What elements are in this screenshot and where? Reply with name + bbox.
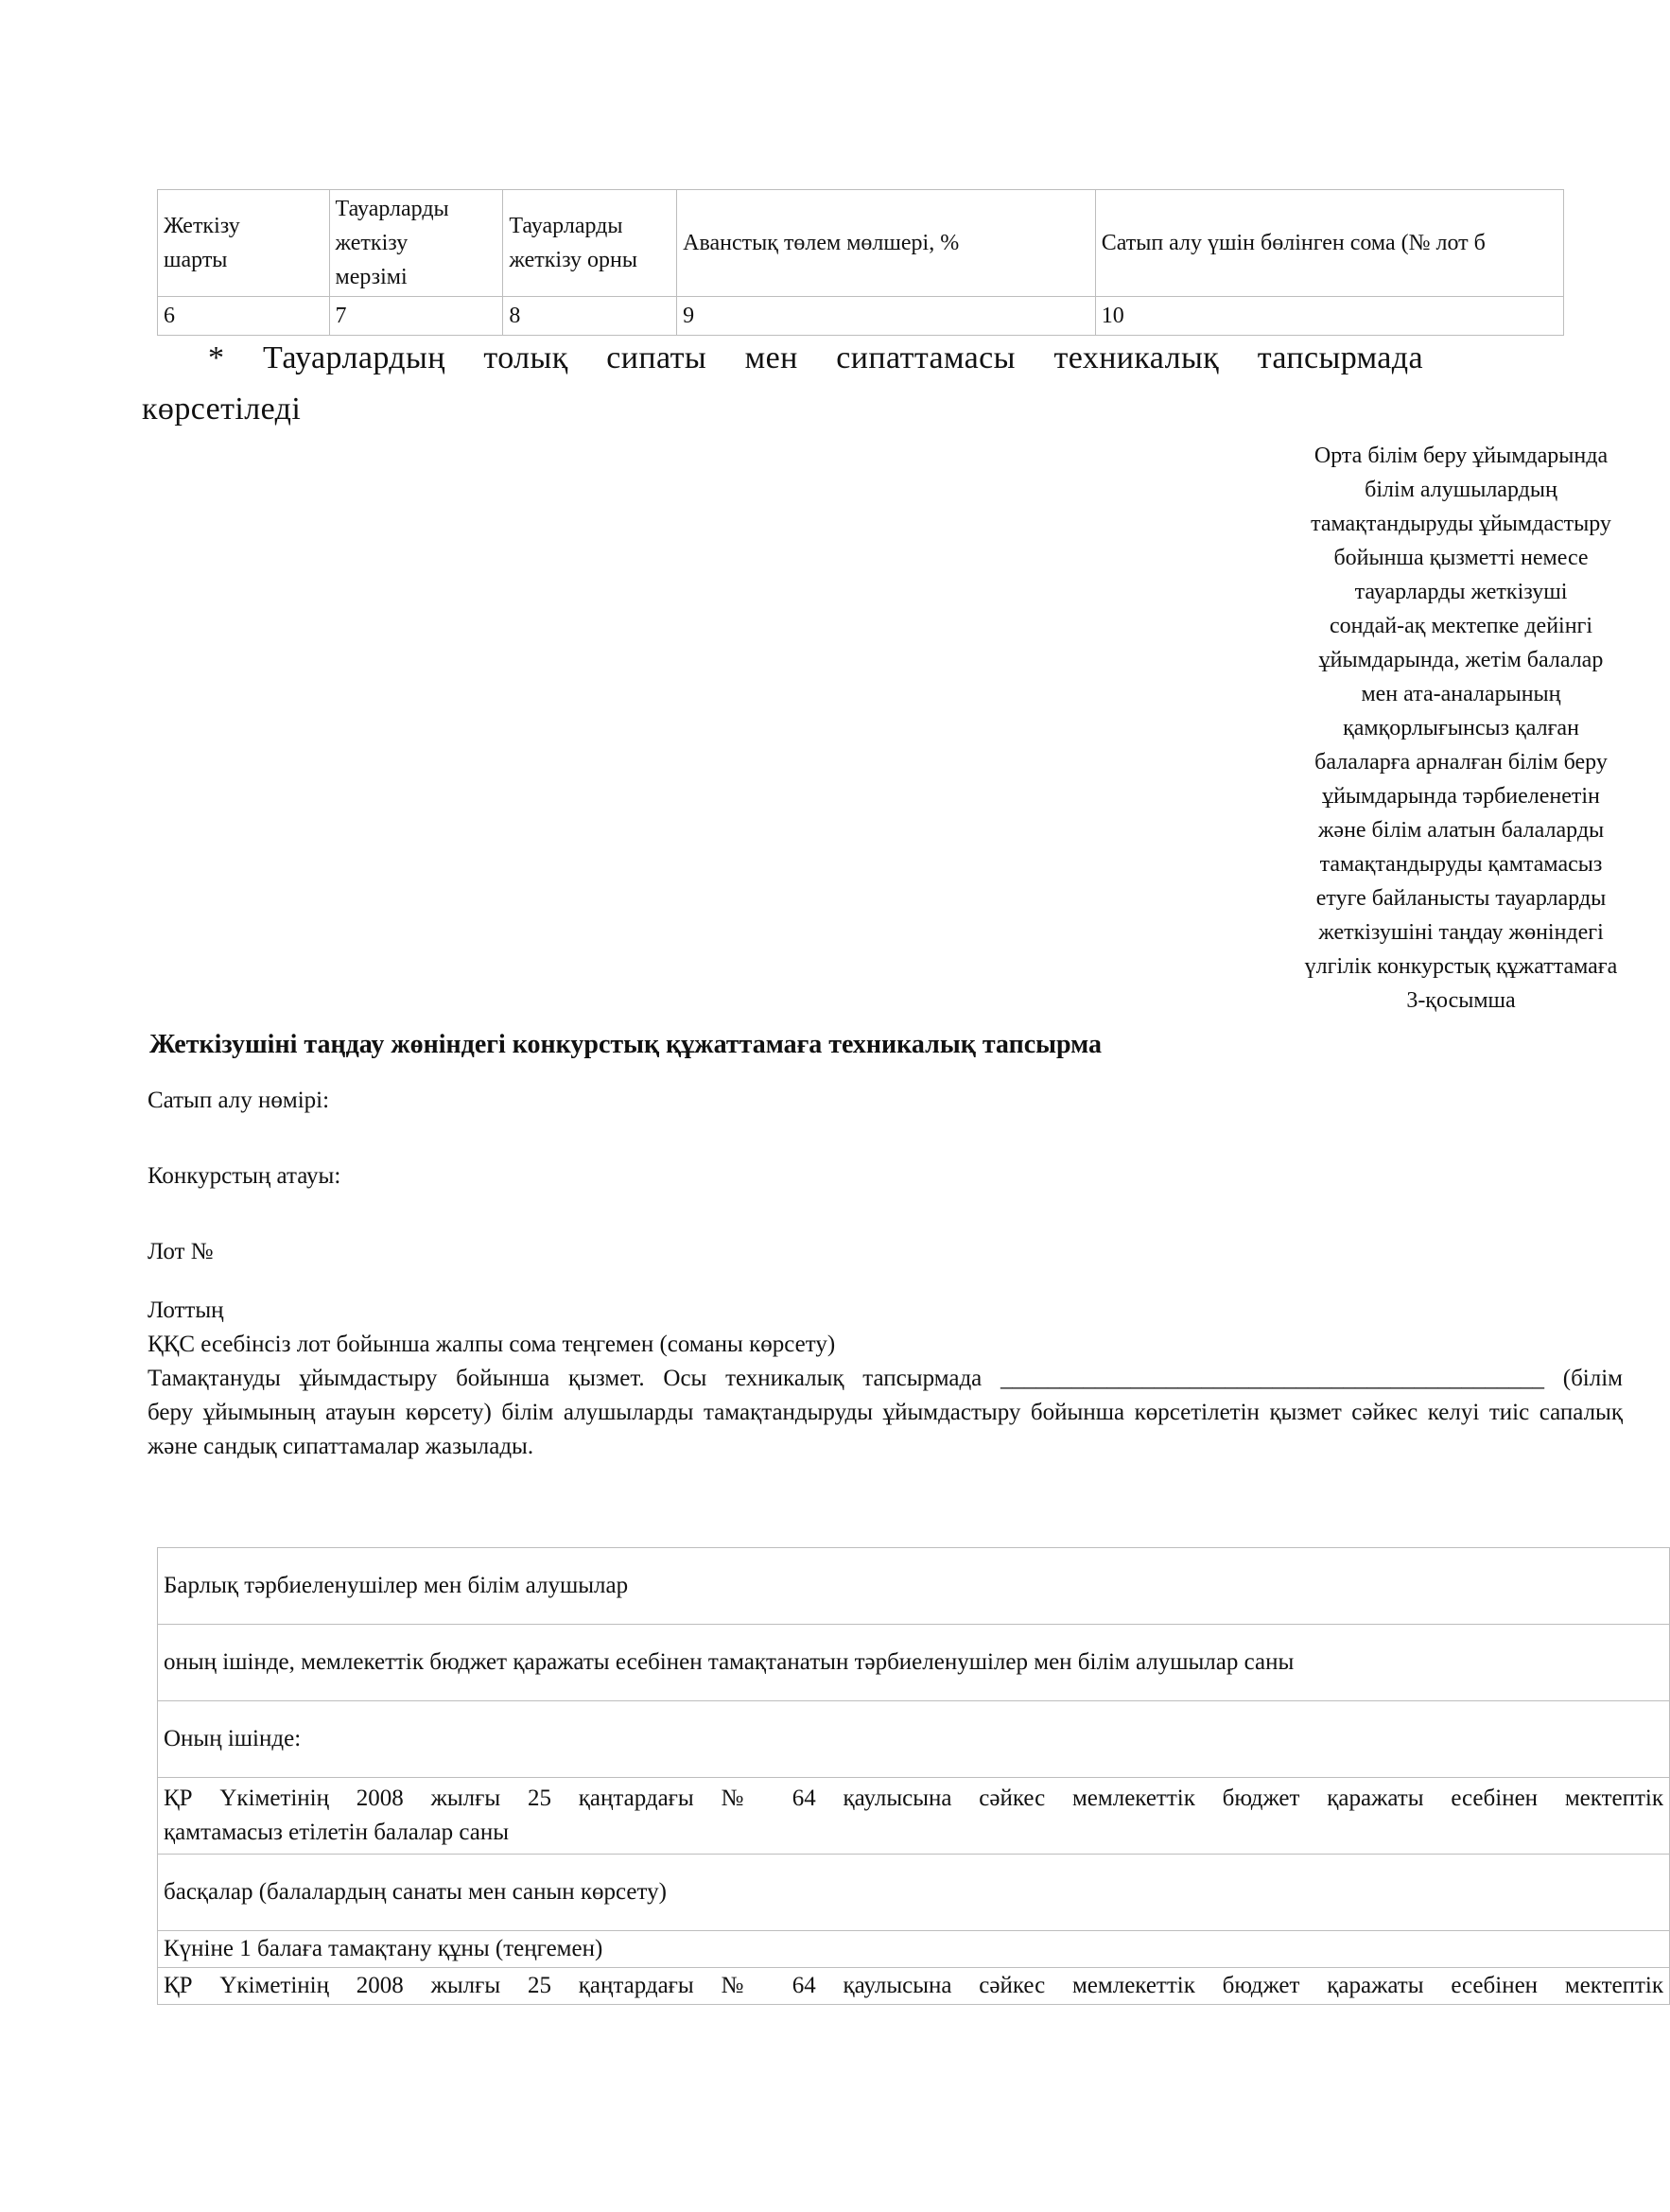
appendix-number: 3-қосымша (1406, 988, 1516, 1013)
header-delivery-period: Тауарларды жеткізу мерзімі (329, 190, 503, 297)
table-cell: ҚР Үкіметінің 2008 жылғы 25 қаңтардағы № 64 қаулысына сәйкес мемлекеттік бюджет қаражаты есебінен мектептік қамтамасыз етілетін балалар саны (158, 1778, 1670, 1855)
footnote (142, 333, 1423, 435)
appendix-line: мен ата-аналарының (1361, 682, 1561, 706)
appendix-line: бойынша қызметті немесе (1333, 546, 1589, 570)
appendix-line: Орта білім беру ұйымдарында (1313, 444, 1609, 468)
table-number-row (158, 297, 1564, 336)
table-row (158, 1968, 1670, 2005)
appendix-line: тамақтандыруды ұйымдастыру (1311, 512, 1611, 536)
purchase-number-label: Сатып алу нөмірі: (148, 1088, 330, 1113)
appendix-line: және білім алатын балаларды (1317, 818, 1605, 843)
delivery-terms-table (157, 189, 1564, 336)
header-allocated-amount: Сатып алу үшін бөлінген сома (№ лот б (1095, 190, 1563, 297)
column-number: 10 (1095, 297, 1563, 336)
appendix-line: ұйымдарында, жетім балалар (1318, 648, 1604, 672)
table-cell: Оның ішінде: (158, 1701, 1670, 1778)
contest-name-label: Конкурстың атауы: (148, 1163, 341, 1189)
header-delivery-place: Тауарларды жеткізу орны (503, 190, 677, 297)
footnote-line: * Тауарлардың толық сипаты мен сипаттамасы техникалық тапсырмада (208, 340, 1423, 375)
column-number: 6 (158, 297, 330, 336)
table-row (158, 1701, 1670, 1778)
appendix-line: балаларға арналған білім беру (1314, 750, 1608, 775)
column-number: 8 (503, 297, 677, 336)
table-row (158, 1931, 1670, 1968)
appendix-line: жеткізушіні таңдау жөніндегі (1318, 920, 1604, 945)
appendix-line: сондай-ақ мектепке дейінгі (1329, 614, 1593, 638)
appendix-line: білім алушылардың (1365, 478, 1557, 502)
table-row (158, 1548, 1670, 1625)
description-line: және сандық сипаттамалар жазылады. (148, 1434, 534, 1459)
appendix-heading (1272, 439, 1618, 1035)
appendix-line: тауарларды жеткізуші (1354, 580, 1568, 604)
table-cell: басқалар (балалардың санаты мен санын көрсету) (158, 1855, 1670, 1931)
appendix-line: қамқорлығынсыз қалған (1343, 716, 1579, 740)
column-number: 7 (329, 297, 503, 336)
table-header-row (158, 190, 1564, 297)
description-line: беру ұйымының атауын көрсету) білім алушыларды тамақтандыруды ұйымдастыру бойынша көрсетілетін қызмет сәйкес келуі тиіс сапалық (148, 1400, 1623, 1425)
header-advance-payment: Аванстық төлем мөлшері, % (677, 190, 1096, 297)
table-cell: Күніне 1 балаға тамақтану құны (теңгемен) (158, 1931, 1670, 1968)
header-delivery-terms: Жеткізу шарты (158, 190, 330, 297)
document-title: Жеткізушіні таңдау жөніндегі конкурстық құжаттамаға техникалық тапсырма (149, 1030, 1103, 1059)
appendix-line: етуге байланысты тауарларды (1315, 886, 1607, 911)
lot-number-label: Лот № (148, 1239, 214, 1264)
table-row (158, 1855, 1670, 1931)
appendix-line: ұйымдарында тәрбиеленетін (1322, 784, 1600, 809)
total-amount-label: ҚҚС есебінсіз лот бойынша жалпы сома теңгемен (соманы көрсету) (148, 1332, 836, 1357)
column-number: 9 (677, 297, 1096, 336)
table-row (158, 1625, 1670, 1701)
description-line: Тамақтануды ұйымдастыру бойынша қызмет. Осы техникалық тапсырмада ______________________________________________ (білім (148, 1366, 1623, 1391)
students-table (157, 1547, 1670, 2005)
appendix-line: үлгілік конкурстық құжаттамаға (1304, 954, 1618, 979)
appendix-line: тамақтандыруды қамтамасыз (1319, 852, 1603, 877)
table-cell: оның ішінде, мемлекеттік бюджет қаражаты есебінен тамақтанатын тәрбиеленушілер мен білім алушылар саны (158, 1625, 1670, 1701)
table-cell: ҚР Үкіметінің 2008 жылғы 25 қаңтардағы № 64 қаулысына сәйкес мемлекеттік бюджет қаражаты есебінен мектептік (158, 1968, 1670, 2005)
lot-name-label: Лоттың (148, 1298, 224, 1323)
table-cell: Барлық тәрбиеленушілер мен білім алушылар (158, 1548, 1670, 1625)
students-table-wrapper (157, 1547, 1663, 2020)
table-row (158, 1778, 1670, 1855)
description-paragraph (148, 1362, 1623, 1475)
footnote-line: көрсетіледі (142, 392, 302, 427)
